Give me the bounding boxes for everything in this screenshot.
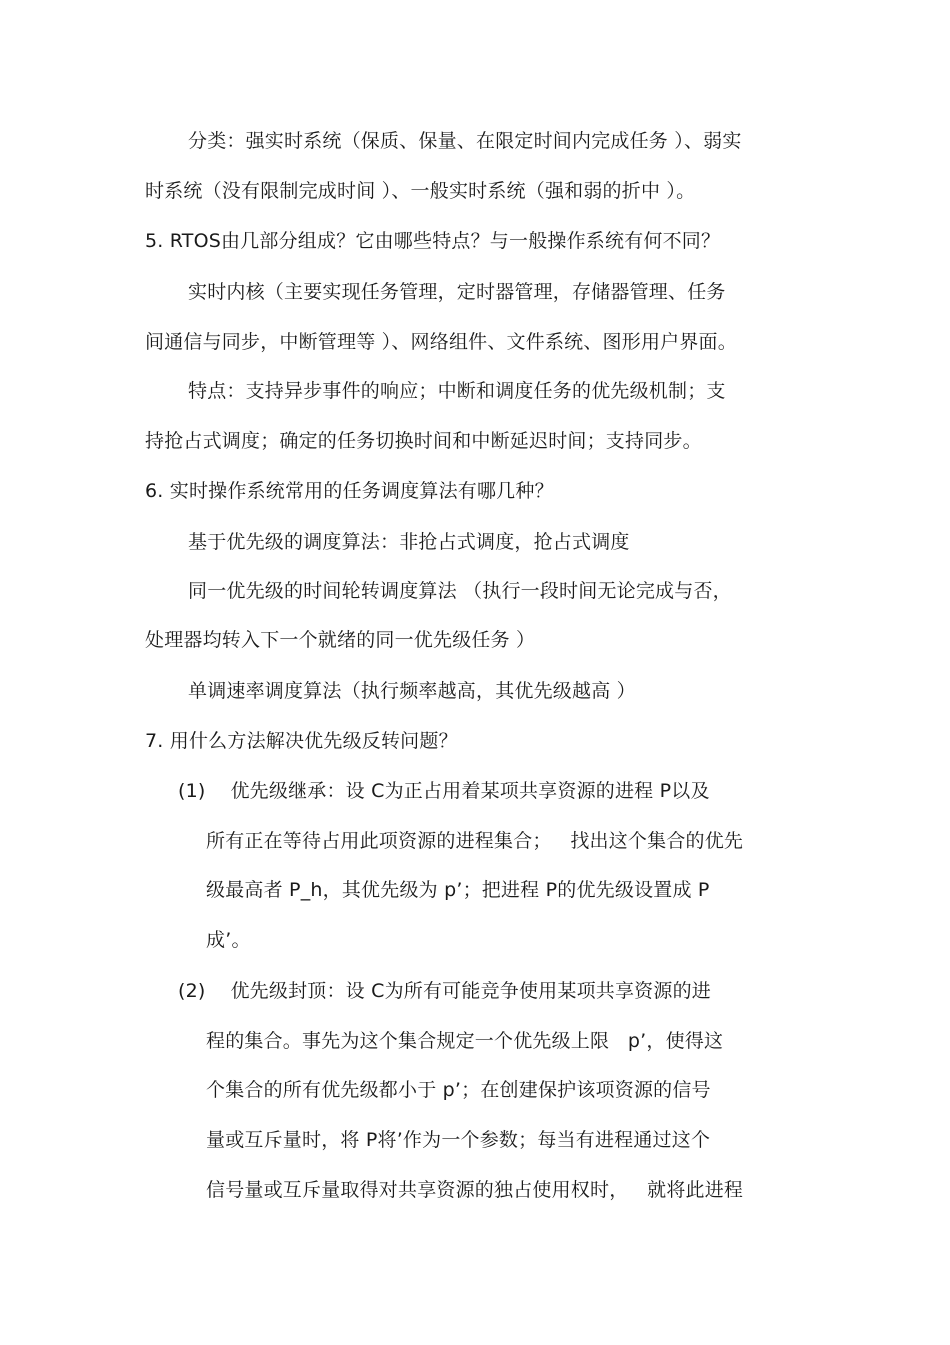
question-heading: 7. 用什么方法解决优先级反转问题？ <box>145 730 458 752</box>
text-line: 成’。 <box>206 929 251 951</box>
text-line: 量或互斥量时，将 P将’作为一个参数；每当有进程通过这个 <box>206 1129 711 1151</box>
text-line: 程的集合。事先为这个集合规定一个优先级上限 p’，使得这 <box>206 1030 724 1052</box>
list-item: (1) 优先级继承：设 C为正占用着某项共享资源的进程 P以及 <box>178 780 710 802</box>
question-heading: 5. RTOS由几部分组成？它由哪些特点？与一般操作系统有何不同？ <box>145 230 721 252</box>
text-line: 间通信与同步，中断管理等 ）、网络组件、文件系统、图形用户界面。 <box>145 331 737 353</box>
text-line: 特点：支持异步事件的响应；中断和调度任务的优先级机制；支 <box>188 380 726 402</box>
text-line: 实时内核（主要实现任务管理，定时器管理，存储器管理、任务 <box>188 281 726 303</box>
text-line: 处理器均转入下一个就绪的同一优先级任务 ） <box>145 629 536 651</box>
text-line: 分类：强实时系统（保质、保量、在限定时间内完成任务 ）、弱实 <box>188 130 742 152</box>
question-heading: 6. 实时操作系统常用的任务调度算法有哪几种？ <box>145 480 554 502</box>
text-line: 级最高者 P_h，其优先级为 p’；把进程 P的优先级设置成 P <box>206 879 710 901</box>
text-line: 同一优先级的时间轮转调度算法 （执行一段时间无论完成与否， <box>188 580 732 602</box>
text-line: 信号量或互斥量取得对共享资源的独占使用权时， 就将此进程 <box>206 1179 744 1201</box>
text-line: 持抢占式调度；确定的任务切换时间和中断延迟时间；支持同步。 <box>145 430 702 452</box>
text-line: 所有正在等待占用此项资源的进程集合； 找出这个集合的优先 <box>206 830 744 852</box>
text-line: 个集合的所有优先级都小于 p’；在创建保护该项资源的信号 <box>206 1079 711 1101</box>
text-line: 时系统（没有限制完成时间 ）、一般实时系统（强和弱的折中 ）。 <box>145 180 696 202</box>
text-line: 基于优先级的调度算法：非抢占式调度，抢占式调度 <box>188 531 630 553</box>
text-line: 单调速率调度算法（执行频率越高，其优先级越高 ） <box>188 680 636 702</box>
list-item: (2) 优先级封顶：设 C为所有可能竞争使用某项共享资源的进 <box>178 980 711 1002</box>
